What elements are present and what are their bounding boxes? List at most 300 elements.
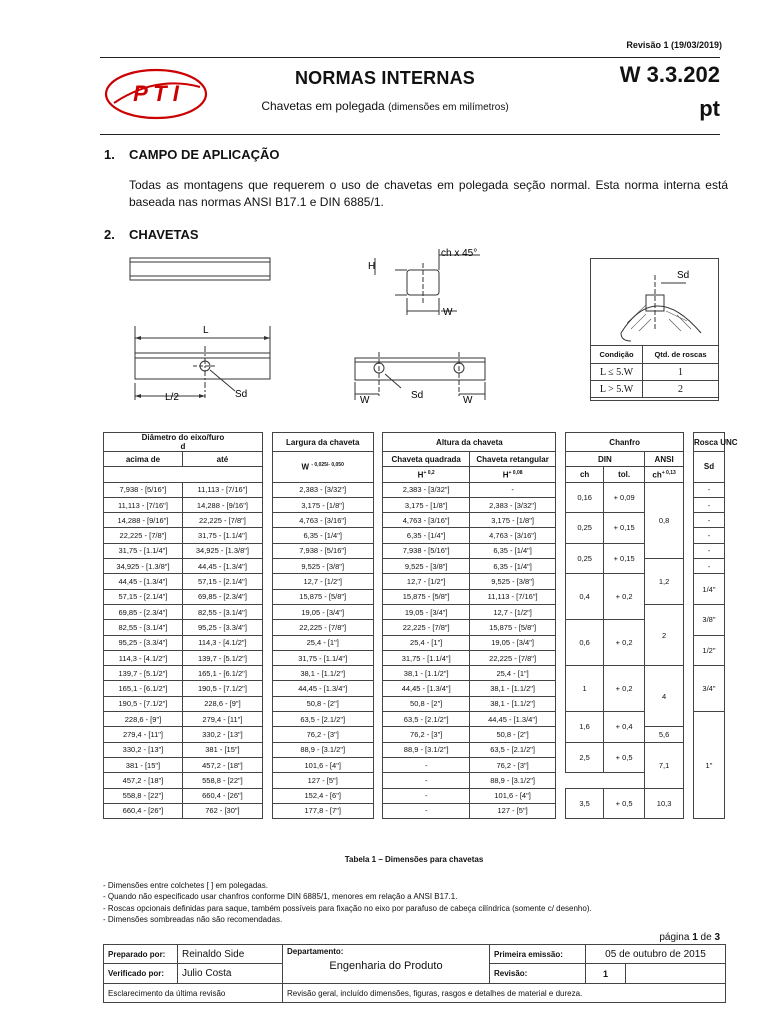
revision-label-footer: Revisão:: [490, 964, 586, 984]
table-row: [104, 788, 725, 803]
sd-cell: 1/2": [693, 635, 724, 666]
table-cell: [556, 727, 566, 742]
table-cell: [556, 696, 566, 711]
revision-label: Revisão 1 (19/03/2019): [626, 40, 722, 50]
table-cell: 660,4 - [26"]: [104, 803, 183, 818]
table-cell: 88,9 - [3.1/2"]: [383, 742, 469, 757]
sd-cell: 1/4": [693, 574, 724, 605]
table-cell: 190,5 - [7.1/2"]: [182, 681, 262, 696]
table-cell: [684, 559, 694, 574]
table-cell: 15,875 - [5/8"]: [272, 589, 373, 604]
table-cell: [565, 773, 603, 788]
table-cell: [556, 712, 566, 727]
header-bottom-rule: [100, 134, 720, 135]
table-cell: [262, 727, 272, 742]
table-row: L ≤ 5.W 1: [591, 364, 719, 381]
table-row: [104, 513, 725, 528]
table-cell: 7,938 - [5/16"]: [383, 543, 469, 558]
header-height: Altura da chaveta: [383, 433, 556, 452]
prepared-value: Reinaldo Side: [178, 945, 283, 964]
table-cell: 44,45 - [1.3/4"]: [104, 574, 183, 589]
table-cell: 114,3 - [4.1/2"]: [182, 635, 262, 650]
header-din: DIN: [565, 452, 644, 467]
section-2-heading: 2. CHAVETAS: [104, 227, 199, 242]
table-cell: 69,85 - [2.3/4"]: [104, 604, 183, 619]
revision-value: 1: [586, 964, 626, 983]
note-item: - Dimensões entre colchetes [ ] em polegadas.: [103, 881, 268, 890]
header-rosca: Rosca UNC: [693, 433, 724, 452]
first-issue-label: Primeira emissão:: [490, 945, 586, 964]
table-cell: [556, 513, 566, 528]
table-cell: [262, 513, 272, 528]
table-cell: [684, 528, 694, 543]
table-cell: 152,4 - [6"]: [272, 788, 373, 803]
table-cell: [556, 482, 566, 497]
verified-value: Julio Costa: [178, 964, 283, 984]
ansi-ch-cell: 1,2: [644, 559, 684, 605]
sd-cell: -: [693, 559, 724, 574]
table-cell: [556, 666, 566, 681]
table-cell: [556, 635, 566, 650]
sd-cell: 3/4": [693, 666, 724, 712]
table-cell: [373, 635, 383, 650]
table-cell: [373, 620, 383, 635]
table-cell: [262, 773, 272, 788]
din-ch-cell: 0,6: [565, 620, 603, 666]
thread-condition-table: [590, 345, 719, 398]
table-cell: 50,8 - [2"]: [469, 727, 555, 742]
dim-W-left-label: W: [360, 395, 370, 406]
table-cell: [684, 574, 694, 589]
table-cell: 165,1 - [6.1/2"]: [182, 666, 262, 681]
table-row: [104, 574, 725, 589]
table-cell: [262, 635, 272, 650]
table-cell: [556, 467, 566, 482]
table-cell: 228,6 - [9"]: [182, 696, 262, 711]
table-cell: 22,225 - [7/8"]: [272, 620, 373, 635]
table-cell: 3,175 - [1/8"]: [469, 513, 555, 528]
table-cell: 330,2 - [13"]: [104, 742, 183, 757]
table-cell: 44,45 - [1.3/4"]: [383, 681, 469, 696]
table-cell: 279,4 - [11"]: [182, 712, 262, 727]
table-cell: 31,75 - [1.1/4"]: [383, 650, 469, 665]
table-cell: 44,45 - [1.3/4"]: [182, 559, 262, 574]
din-ch-cell: 0,25: [565, 543, 603, 574]
header-width: Largura da chaveta: [272, 433, 373, 452]
table-cell: [373, 559, 383, 574]
table-cell: 7,938 - [5/16"]: [272, 543, 373, 558]
din-tol-cell: + 0,2: [604, 620, 645, 666]
table-cell: [262, 757, 272, 772]
din-tol-cell: + 0,2: [604, 574, 645, 620]
header-h-square: $H^{+ 0,2}$: [383, 467, 469, 482]
table-cell: 44,45 - [1.3/4"]: [469, 712, 555, 727]
table-cell: 31,75 - [1.1/4"]: [272, 650, 373, 665]
document-title: NORMAS INTERNAS: [294, 68, 475, 88]
header-ch-ansi: $ch^{+ 0,13}$: [644, 467, 684, 482]
first-issue-value: 05 de outubro de 2015: [586, 945, 726, 964]
table-cell: 31,75 - [1.1/4"]: [182, 528, 262, 543]
din-ch-cell: 1,6: [565, 712, 603, 743]
table-cell: [262, 742, 272, 757]
table-cell: [684, 788, 694, 803]
sd-cell: 3/8": [693, 604, 724, 635]
table-cell: -: [383, 773, 469, 788]
table-cell: [373, 773, 383, 788]
table-cell: 4,763 - [3/16"]: [272, 513, 373, 528]
notes-list: [103, 880, 592, 925]
shaft-drawing: [591, 259, 718, 343]
table-cell: 558,8 - [22"]: [182, 773, 262, 788]
table-cell: [373, 574, 383, 589]
table-cell: 4,763 - [3/16"]: [383, 513, 469, 528]
page-number: página 1 de 3: [659, 932, 720, 943]
sd-cell: -: [693, 528, 724, 543]
verified-label: Verificado por:: [104, 964, 178, 984]
table-cell: [684, 635, 694, 650]
table-cell: 25,4 - [1"]: [383, 635, 469, 650]
table-cell: [684, 742, 694, 757]
table-cell: 12,7 - [1/2"]: [383, 574, 469, 589]
table-cell: 101,6 - [4"]: [272, 757, 373, 772]
table-cell: [684, 650, 694, 665]
table-cell: [556, 681, 566, 696]
table-cell: 15,875 - [5/8"]: [383, 589, 469, 604]
table-cell: 50,8 - [2"]: [383, 696, 469, 711]
table-cell: [556, 528, 566, 543]
table-cell: 9,525 - [3/8"]: [272, 559, 373, 574]
dim-H-label: H: [368, 261, 376, 272]
table-cell: [373, 757, 383, 772]
table-cell: [262, 650, 272, 665]
din-ch-cell: 1: [565, 666, 603, 712]
thread-header-qty: Qtd. de roscas: [643, 346, 719, 364]
table-cell: [373, 681, 383, 696]
table-cell: [262, 696, 272, 711]
table-cell: [262, 528, 272, 543]
dim-L-label: L: [203, 325, 209, 336]
section-1-text: Todas as montagens que requerem o uso de chavetas em polegada seção normal. Esta norma interna está baseada nas normas ANSI B17.1 e DIN 6885/1.: [129, 178, 728, 209]
prepared-label: Preparado por:: [104, 945, 178, 964]
shaft-sd-label: Sd: [677, 270, 690, 281]
table-cell: -: [383, 788, 469, 803]
dim-sd-label: Sd: [235, 389, 248, 400]
din-tol-cell: + 0,5: [604, 788, 645, 819]
table-cell: 50,8 - [2"]: [272, 696, 373, 711]
dim-W-right-label: W: [463, 395, 473, 406]
table-cell: [373, 543, 383, 558]
table-cell: [684, 727, 694, 742]
table-cell: 381 - [15"]: [182, 742, 262, 757]
din-tol-cell: + 0,15: [604, 513, 645, 544]
header-diam-blank: [104, 467, 263, 482]
table-cell: 139,7 - [5.1/2"]: [104, 666, 183, 681]
header-ch: ch: [565, 467, 603, 482]
table-cell: 34,925 - [1.3/8"]: [182, 543, 262, 558]
document-language: pt: [699, 96, 720, 121]
table-cell: [262, 712, 272, 727]
table-cell: [556, 543, 566, 558]
table-cell: [684, 604, 694, 619]
note-item: - Dimensões sombreadas não são recomendadas.: [103, 914, 283, 924]
table-cell: 19,05 - [3/4"]: [383, 604, 469, 619]
table-cell: [556, 803, 566, 818]
table-cell: [556, 497, 566, 512]
table-cell: 22,225 - [7/8"]: [469, 650, 555, 665]
table-cell: [684, 620, 694, 635]
revision-value-cell: [586, 964, 726, 984]
din-ch-cell: 0,16: [565, 482, 603, 513]
din-tol-cell: + 0,15: [604, 543, 645, 574]
table-cell: 15,875 - [5/8"]: [469, 620, 555, 635]
table-cell: [373, 513, 383, 528]
table-cell: [262, 681, 272, 696]
table-cell: 31,75 - [1.1/4"]: [104, 543, 183, 558]
table-cell: [684, 497, 694, 512]
table-cell: 190,5 - [7.1/2"]: [104, 696, 183, 711]
table-cell: 3,175 - [1/8"]: [383, 497, 469, 512]
table-cell: 22,225 - [7/8"]: [104, 528, 183, 543]
table-cell: 69,85 - [2.3/4"]: [182, 589, 262, 604]
ansi-ch-cell: 0,8: [644, 482, 684, 558]
table-row: L > 5.W 2: [591, 381, 719, 398]
table-cell: 38,1 - [1.1/2"]: [469, 681, 555, 696]
sd-cell: -: [693, 543, 724, 558]
table-cell: [684, 513, 694, 528]
din-tol-cell: + 0,2: [604, 666, 645, 712]
table-cell: [684, 803, 694, 818]
table-cell: 82,55 - [3.1/4"]: [104, 620, 183, 635]
table-cell: 9,525 - [3/8"]: [469, 574, 555, 589]
table-cell: 76,2 - [3"]: [272, 727, 373, 742]
table-cell: 2,383 - [3/32"]: [469, 497, 555, 512]
document-footer-table: [103, 944, 726, 1003]
table-row: [104, 666, 725, 681]
table-cell: 11,113 - [7/16"]: [469, 589, 555, 604]
table-cell: [556, 589, 566, 604]
sd-cell: 1": [693, 712, 724, 819]
table-cell: 38,1 - [1.1/2"]: [469, 696, 555, 711]
table-cell: 11,113 - [7/16"]: [104, 497, 183, 512]
table-row: [104, 482, 725, 497]
table-cell: 12,7 - [1/2"]: [469, 604, 555, 619]
ansi-ch-cell: 5,6: [644, 727, 684, 742]
table-cell: [262, 574, 272, 589]
table-cell: 457,2 - [18"]: [182, 757, 262, 772]
clarification-label: Esclarecimento da última revisão: [104, 984, 283, 1003]
table-cell: [684, 467, 694, 482]
table-row: [104, 742, 725, 757]
table-row: [104, 620, 725, 635]
table-cell: [556, 559, 566, 574]
table-cell: [684, 543, 694, 558]
svg-text:P T I: P T I: [133, 81, 179, 106]
table-cell: [556, 650, 566, 665]
table-cell: 22,225 - [7/8"]: [383, 620, 469, 635]
header-chanfro: Chanfro: [565, 433, 683, 452]
table-row: [104, 773, 725, 788]
table-cell: [373, 788, 383, 803]
table-cell: [262, 543, 272, 558]
dim-sd2-label: Sd: [411, 390, 424, 401]
table-cell: 63,5 - [2.1/2"]: [469, 742, 555, 757]
table-cell: [262, 497, 272, 512]
table-cell: [373, 482, 383, 497]
table-cell: 6,35 - [1/4"]: [469, 543, 555, 558]
table-cell: 44,45 - [1.3/4"]: [272, 681, 373, 696]
table-cell: 3,175 - [1/8"]: [272, 497, 373, 512]
table-cell: 82,55 - [3.1/4"]: [182, 604, 262, 619]
ansi-ch-cell: 10,3: [644, 788, 684, 819]
din-tol-cell: + 0,5: [604, 742, 645, 773]
table-cell: [373, 696, 383, 711]
table-cell: 19,05 - [3/4"]: [272, 604, 373, 619]
key-dimensions-table: [103, 432, 738, 819]
table-cell: 101,6 - [4"]: [469, 788, 555, 803]
table-cell: 14,288 - [9/16"]: [104, 513, 183, 528]
table-cell: [262, 467, 272, 482]
table-cell: [373, 727, 383, 742]
document-subtitle: Chavetas em polegada (dimensões em milímetros): [261, 99, 509, 113]
ansi-ch-cell: 2: [644, 604, 684, 665]
table-cell: 22,225 - [7/8"]: [182, 513, 262, 528]
table-cell: 95,25 - [3.3/4"]: [104, 635, 183, 650]
header-w: W $^{- 0,025/- 0,050}$: [272, 452, 373, 483]
table-cell: 7,938 - [5/16"]: [104, 482, 183, 497]
table-row: [104, 543, 725, 558]
table-cell: [373, 528, 383, 543]
table-cell: 6,35 - [1/4"]: [469, 559, 555, 574]
table-cell: [556, 788, 566, 803]
note-item: - Quando não especificado usar chanfros conforme DIN 6885/1, menores em relação a ANSI B17.1.: [103, 892, 458, 902]
din-tol-cell: + 0,09: [604, 482, 645, 513]
table-cell: 76,2 - [3"]: [469, 757, 555, 772]
table-cell: 4,763 - [3/16"]: [469, 528, 555, 543]
table-cell: 88,9 - [3.1/2"]: [272, 742, 373, 757]
table-cell: [373, 497, 383, 512]
table-cell: [373, 803, 383, 818]
table-cell: [684, 482, 694, 497]
section-1-heading: 1. CAMPO DE APLICAÇÃO: [104, 147, 280, 162]
table-row: [104, 712, 725, 727]
table-cell: [556, 574, 566, 589]
table-cell: [373, 589, 383, 604]
table-cell: -: [469, 482, 555, 497]
table-cell: [262, 620, 272, 635]
table-cell: 12,7 - [1/2"]: [272, 574, 373, 589]
din-ch-cell: 0,25: [565, 513, 603, 544]
table-cell: 114,3 - [4.1/2"]: [104, 650, 183, 665]
table-cell: 6,35 - [1/4"]: [383, 528, 469, 543]
department-value: Engenharia do Produto: [329, 960, 443, 972]
table-cell: [373, 666, 383, 681]
table-cell: 2,383 - [3/32"]: [383, 482, 469, 497]
table-cell: 63,5 - [2.1/2"]: [272, 712, 373, 727]
key-two-threads-drawing: [345, 350, 505, 405]
table-cell: [373, 604, 383, 619]
table-cell: 14,288 - [9/16"]: [182, 497, 262, 512]
table-cell: 381 - [15"]: [104, 757, 183, 772]
table-cell: 279,4 - [11"]: [104, 727, 183, 742]
header-ansi: ANSI: [644, 452, 684, 467]
sd-cell: -: [693, 497, 724, 512]
table-cell: 38,1 - [1.1/2"]: [272, 666, 373, 681]
table-cell: 88,9 - [3.1/2"]: [469, 773, 555, 788]
header-until: até: [182, 452, 262, 467]
table-cell: 25,4 - [1"]: [272, 635, 373, 650]
table-cell: [684, 712, 694, 727]
table-cell: [373, 467, 383, 482]
header-h-rect: $H^{+ 0,08}$: [469, 467, 555, 482]
table-cell: 457,2 - [18"]: [104, 773, 183, 788]
table-cell: [373, 650, 383, 665]
table-cell: [262, 559, 272, 574]
table-cell: 25,4 - [1"]: [469, 666, 555, 681]
table-cell: 57,15 - [2.1/4"]: [182, 574, 262, 589]
table-cell: 76,2 - [3"]: [383, 727, 469, 742]
table-cell: 228,6 - [9"]: [104, 712, 183, 727]
table-caption: Tabela 1 – Dimensões para chavetas: [344, 855, 484, 864]
table-cell: [262, 788, 272, 803]
table-cell: [262, 482, 272, 497]
key-section-drawing: [355, 245, 505, 318]
thread-condition-box: [590, 258, 719, 401]
table-cell: [556, 742, 566, 757]
din-tol-cell: + 0,4: [604, 712, 645, 743]
table-cell: 762 - [30"]: [182, 803, 262, 818]
table-cell: [556, 773, 566, 788]
table-cell: [684, 681, 694, 696]
table-cell: 6,35 - [1/4"]: [272, 528, 373, 543]
table-cell: [556, 620, 566, 635]
sd-cell: -: [693, 513, 724, 528]
table-cell: 177,8 - [7"]: [272, 803, 373, 818]
table-cell: [262, 803, 272, 818]
key-side-drawing: [115, 248, 280, 403]
ansi-ch-cell: 7,1: [644, 742, 684, 788]
dim-L2-label: L/2: [165, 392, 179, 403]
table-cell: -: [383, 757, 469, 772]
table-cell: 139,7 - [5.1/2"]: [182, 650, 262, 665]
table-cell: 95,25 - [3.3/4"]: [182, 620, 262, 635]
header-rect-key: Chaveta retangular: [469, 452, 555, 467]
table-cell: [373, 712, 383, 727]
table-cell: 660,4 - [26"]: [182, 788, 262, 803]
document-code: W 3.3.202: [619, 62, 720, 87]
table-cell: 38,1 - [1.1/2"]: [383, 666, 469, 681]
department-cell: Departamento: Engenharia do Produto: [283, 945, 490, 984]
table-cell: 34,925 - [1.3/8"]: [104, 559, 183, 574]
table-cell: 330,2 - [13"]: [182, 727, 262, 742]
header-diameter: Diâmetro do eixo/furo d: [104, 433, 263, 452]
sd-cell: -: [693, 482, 724, 497]
table-cell: [262, 589, 272, 604]
header-tol: tol.: [604, 467, 645, 482]
company-logo: [100, 63, 212, 125]
table-cell: [262, 604, 272, 619]
din-ch-cell: 3,5: [565, 788, 603, 819]
table-cell: 9,525 - [3/8"]: [383, 559, 469, 574]
din-ch-cell: 0,4: [565, 574, 603, 620]
header-above: acima de: [104, 452, 183, 467]
clarification-value: Revisão geral, incluído dimensões, figuras, rasgos e detalhes de material e dureza.: [283, 984, 726, 1003]
table-cell: [684, 666, 694, 681]
table-cell: 57,15 - [2.1/4"]: [104, 589, 183, 604]
table-cell: 127 - [5"]: [272, 773, 373, 788]
header-square-key: Chaveta quadrada: [383, 452, 469, 467]
table-cell: 558,8 - [22"]: [104, 788, 183, 803]
thread-header-condition: Condição: [591, 346, 643, 364]
